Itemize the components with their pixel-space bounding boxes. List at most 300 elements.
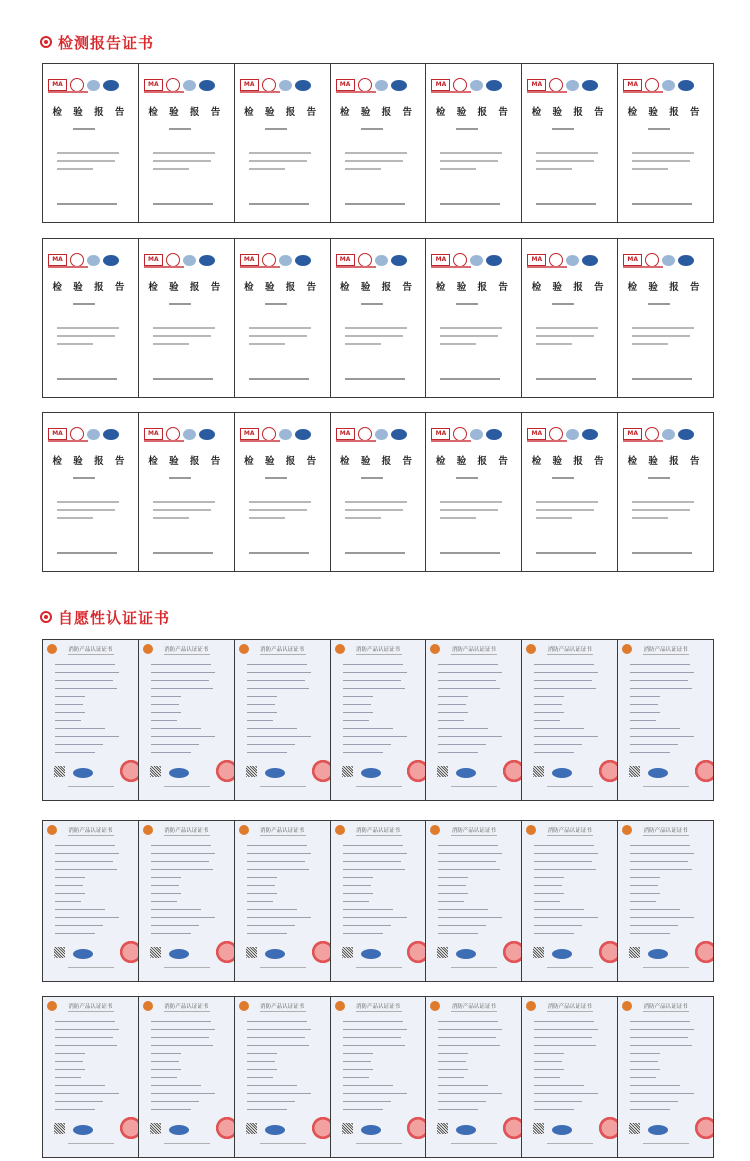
cnas-logo-icon	[73, 1125, 93, 1135]
report-title: 检 验 报 告	[435, 107, 512, 118]
report-field	[153, 168, 189, 170]
certificate-issuer	[260, 967, 306, 968]
report-number	[648, 128, 670, 130]
cert-field	[534, 1109, 574, 1110]
cert-field	[151, 909, 201, 910]
cert-field	[438, 861, 496, 862]
cert-field	[55, 752, 95, 753]
qr-code-icon	[246, 766, 257, 777]
cert-field	[55, 917, 119, 918]
report-document[interactable]	[331, 413, 426, 571]
certification-logo-icon	[549, 78, 563, 92]
report-document[interactable]	[331, 64, 426, 222]
report-title: 检 验 报 告	[627, 107, 704, 118]
report-field	[57, 501, 119, 503]
report-field	[57, 509, 115, 511]
report-document[interactable]	[522, 64, 617, 222]
ma-logo-icon: MA	[527, 428, 546, 440]
report-logos	[623, 78, 694, 92]
report-field	[440, 327, 502, 329]
cert-field	[343, 1069, 373, 1070]
report-title: 检 验 报 告	[52, 282, 129, 293]
cert-field	[55, 1069, 85, 1070]
ilac-logo-icon	[470, 429, 483, 440]
report-strip	[42, 63, 714, 223]
cert-field	[438, 752, 478, 753]
cert-field	[55, 1045, 117, 1046]
certificate-title: 消防产品认证证书	[547, 647, 592, 653]
certificate-document[interactable]	[426, 821, 521, 981]
report-title: 检 验 报 告	[148, 456, 225, 467]
cert-field	[343, 1053, 373, 1054]
report-title: 检 验 报 告	[244, 282, 321, 293]
report-field	[57, 160, 115, 162]
cert-field	[247, 664, 307, 665]
certificate-title: 消防产品认证证书	[68, 647, 113, 653]
cert-field	[151, 728, 201, 729]
cnas-logo-icon	[678, 255, 694, 266]
cert-field	[438, 909, 488, 910]
cert-field	[343, 1061, 371, 1062]
logo-caption	[240, 440, 280, 442]
report-title: 检 验 报 告	[531, 107, 608, 118]
cert-field	[630, 917, 694, 918]
certification-logo-icon	[358, 78, 372, 92]
cert-field	[534, 688, 596, 689]
certificate-issuer	[68, 1143, 114, 1144]
cert-field	[534, 728, 584, 729]
cert-field	[438, 1093, 502, 1094]
report-document[interactable]	[426, 64, 521, 222]
cert-field	[343, 917, 407, 918]
cnas-logo-icon	[391, 80, 407, 91]
certificate-document[interactable]	[426, 997, 521, 1157]
cert-field	[151, 1045, 213, 1046]
cert-field	[55, 933, 95, 934]
report-issuer	[57, 552, 117, 554]
report-field	[440, 152, 502, 154]
logo-caption	[527, 440, 567, 442]
report-field	[632, 168, 668, 170]
report-field	[153, 335, 211, 337]
report-field	[153, 509, 211, 511]
report-field	[440, 343, 476, 345]
cert-field	[534, 720, 560, 721]
cert-field	[247, 861, 305, 862]
cert-field	[151, 1101, 199, 1102]
report-field	[249, 509, 307, 511]
logo-caption	[623, 91, 663, 93]
certification-logo-icon	[358, 253, 372, 267]
certificate-document[interactable]	[235, 997, 330, 1157]
ilac-logo-icon	[375, 255, 388, 266]
ilac-logo-icon	[183, 80, 196, 91]
certificate-document[interactable]	[522, 821, 617, 981]
report-field	[345, 168, 381, 170]
ilac-logo-icon	[470, 255, 483, 266]
logo-caption	[240, 91, 280, 93]
red-seal-icon	[405, 1115, 425, 1141]
report-document[interactable]	[522, 413, 617, 571]
cert-field	[534, 680, 592, 681]
certificate-document[interactable]	[331, 821, 426, 981]
cert-field	[151, 1029, 215, 1030]
cnas-logo-icon	[103, 429, 119, 440]
cnas-logo-icon	[552, 768, 572, 778]
certificate-strip	[42, 820, 714, 982]
report-logos	[336, 78, 407, 92]
certification-logo-icon	[262, 427, 276, 441]
cert-field	[438, 845, 498, 846]
certificate-document[interactable]	[618, 821, 713, 981]
report-field	[536, 343, 572, 345]
report-document[interactable]	[139, 64, 234, 222]
certificate-title: 消防产品认证证书	[643, 1004, 688, 1010]
report-document[interactable]	[426, 413, 521, 571]
report-title: 检 验 报 告	[52, 107, 129, 118]
report-document[interactable]	[618, 413, 713, 571]
cert-field	[55, 712, 85, 713]
certificate-issuer	[68, 967, 114, 968]
cnas-logo-icon	[199, 80, 215, 91]
ma-logo-icon: MA	[623, 254, 642, 266]
section-title-reports-text: 检测报告证书	[58, 33, 155, 52]
cert-field	[630, 712, 660, 713]
certificate-subtitle	[643, 654, 689, 655]
report-issuer	[249, 552, 309, 554]
report-logos	[431, 253, 502, 267]
red-seal-icon	[501, 758, 521, 784]
report-number	[169, 303, 191, 305]
cert-field	[343, 1077, 369, 1078]
certificate-subtitle	[68, 1011, 114, 1012]
cert-field	[343, 845, 403, 846]
cert-field	[55, 736, 119, 737]
qr-code-icon	[437, 1123, 448, 1134]
cert-field	[630, 1093, 694, 1094]
report-title: 检 验 报 告	[627, 456, 704, 467]
certificate-issuer	[451, 1143, 497, 1144]
certificate-issuer	[547, 1143, 593, 1144]
cert-field	[247, 1061, 275, 1062]
cnas-logo-icon	[361, 768, 381, 778]
cert-field	[630, 1077, 656, 1078]
report-document[interactable]	[43, 239, 138, 397]
cert-field	[534, 877, 564, 878]
cnas-logo-icon	[582, 80, 598, 91]
cert-field	[343, 712, 373, 713]
cert-field	[55, 696, 85, 697]
cert-field	[343, 720, 369, 721]
certificate-document[interactable]	[43, 821, 138, 981]
report-number	[456, 303, 478, 305]
red-seal-icon	[310, 939, 330, 965]
report-document[interactable]	[618, 64, 713, 222]
cert-field	[630, 720, 656, 721]
qr-code-icon	[629, 947, 640, 958]
cert-field	[151, 861, 209, 862]
certificate-document[interactable]	[139, 640, 234, 800]
report-document[interactable]	[139, 239, 234, 397]
cert-field	[438, 853, 502, 854]
cert-field	[247, 901, 273, 902]
certification-logo-icon	[453, 78, 467, 92]
cert-field	[438, 917, 502, 918]
cert-field	[247, 917, 311, 918]
certificate-subtitle	[643, 1011, 689, 1012]
cert-field	[438, 728, 488, 729]
report-logos	[240, 78, 311, 92]
cert-field	[343, 885, 371, 886]
cert-field	[247, 1021, 307, 1022]
qr-code-icon	[533, 1123, 544, 1134]
cnas-logo-icon	[199, 429, 215, 440]
cert-field	[343, 909, 393, 910]
certificate-title: 消防产品认证证书	[451, 647, 496, 653]
certificate-document[interactable]	[139, 821, 234, 981]
report-field	[249, 501, 311, 503]
cnas-logo-icon	[582, 429, 598, 440]
certificate-subtitle	[356, 654, 402, 655]
report-issuer	[153, 378, 213, 380]
certification-logo-icon	[262, 78, 276, 92]
report-field	[57, 343, 93, 345]
cert-field	[55, 885, 83, 886]
cert-field	[534, 664, 594, 665]
report-field	[536, 509, 594, 511]
report-document[interactable]	[235, 239, 330, 397]
cert-field	[534, 1069, 564, 1070]
report-document[interactable]	[43, 64, 138, 222]
certificate-document[interactable]	[522, 997, 617, 1157]
cert-field	[151, 917, 215, 918]
certificate-issuer	[451, 786, 497, 787]
certificate-document[interactable]	[618, 640, 713, 800]
cnas-logo-icon	[265, 949, 285, 959]
report-document[interactable]	[522, 239, 617, 397]
ilac-logo-icon	[87, 429, 100, 440]
cert-field	[534, 933, 574, 934]
report-document[interactable]	[235, 64, 330, 222]
report-title: 检 验 报 告	[340, 456, 416, 467]
ma-logo-icon: MA	[336, 428, 355, 440]
cert-field	[55, 925, 103, 926]
report-issuer	[57, 378, 117, 380]
certificate-document[interactable]	[139, 997, 234, 1157]
report-logos	[336, 427, 407, 441]
report-number	[73, 477, 95, 479]
ilac-logo-icon	[375, 80, 388, 91]
qr-code-icon	[629, 1123, 640, 1134]
report-field	[345, 160, 403, 162]
cnas-logo-icon	[169, 768, 189, 778]
qr-code-icon	[533, 766, 544, 777]
red-seal-icon	[501, 1115, 521, 1141]
cert-field	[630, 909, 680, 910]
red-seal-icon	[214, 758, 234, 784]
report-document[interactable]	[235, 413, 330, 571]
report-logos	[527, 427, 598, 441]
cert-field	[247, 845, 307, 846]
report-number	[648, 477, 670, 479]
cert-field	[247, 893, 277, 894]
cert-field	[630, 885, 658, 886]
cert-field	[438, 1045, 500, 1046]
report-issuer	[345, 203, 405, 205]
ilac-logo-icon	[183, 429, 196, 440]
certificate-issuer	[356, 967, 402, 968]
red-seal-icon	[214, 939, 234, 965]
report-field	[249, 152, 311, 154]
cert-field	[55, 1101, 103, 1102]
certificate-document[interactable]	[43, 640, 138, 800]
cert-field	[343, 1101, 391, 1102]
cert-field	[151, 752, 191, 753]
report-field	[632, 509, 690, 511]
certificate-document[interactable]	[235, 821, 330, 981]
certificate-document[interactable]	[522, 640, 617, 800]
cert-field	[55, 704, 83, 705]
report-number	[648, 303, 670, 305]
cert-field	[534, 744, 582, 745]
certificate-strip	[42, 996, 714, 1158]
report-document[interactable]	[331, 239, 426, 397]
certificate-issuer	[643, 967, 689, 968]
certificate-document[interactable]	[331, 997, 426, 1157]
certificate-issuer	[356, 786, 402, 787]
certificate-issuer	[164, 967, 210, 968]
certificate-title: 消防产品认证证书	[356, 1004, 401, 1010]
qr-code-icon	[342, 1123, 353, 1134]
ma-logo-icon: MA	[48, 79, 67, 91]
cert-field	[630, 933, 670, 934]
cert-field	[55, 1029, 119, 1030]
cert-field	[438, 933, 478, 934]
cert-field	[438, 1029, 502, 1030]
ma-logo-icon: MA	[240, 79, 259, 91]
report-logos	[144, 253, 215, 267]
report-logos	[431, 78, 502, 92]
report-field	[632, 152, 694, 154]
cert-field	[343, 893, 373, 894]
report-issuer	[440, 552, 500, 554]
certificate-document[interactable]	[43, 997, 138, 1157]
cert-field	[247, 720, 273, 721]
cert-field	[534, 853, 598, 854]
report-issuer	[153, 203, 213, 205]
cert-field	[438, 712, 468, 713]
cert-field	[630, 1101, 678, 1102]
report-document[interactable]	[139, 413, 234, 571]
report-title: 检 验 报 告	[148, 282, 225, 293]
logo-caption	[144, 266, 184, 268]
cert-field	[438, 1077, 464, 1078]
report-field	[440, 335, 498, 337]
red-seal-icon	[405, 939, 425, 965]
certificate-strip	[42, 639, 714, 801]
cert-field	[630, 672, 694, 673]
certificate-title: 消防产品认证证书	[356, 647, 401, 653]
certificate-document[interactable]	[235, 640, 330, 800]
cert-field	[151, 744, 199, 745]
cert-field	[438, 704, 466, 705]
cert-field	[247, 1093, 311, 1094]
cert-field	[343, 1093, 407, 1094]
report-field	[153, 343, 189, 345]
cert-field	[247, 869, 309, 870]
cert-field	[343, 1085, 393, 1086]
report-document[interactable]	[618, 239, 713, 397]
cert-field	[534, 1077, 560, 1078]
report-field	[153, 160, 211, 162]
cert-field	[438, 901, 464, 902]
cnas-logo-icon	[552, 949, 572, 959]
cert-field	[534, 845, 594, 846]
ilac-logo-icon	[566, 255, 579, 266]
cert-field	[630, 1109, 670, 1110]
certificate-document[interactable]	[331, 640, 426, 800]
cert-field	[630, 1029, 694, 1030]
report-field	[632, 327, 694, 329]
cert-field	[630, 1069, 660, 1070]
certificate-title: 消防产品认证证书	[451, 1004, 496, 1010]
cnas-logo-icon	[456, 949, 476, 959]
cert-field	[534, 672, 598, 673]
red-seal-icon	[118, 1115, 138, 1141]
certificate-title: 消防产品认证证书	[164, 828, 209, 834]
report-document[interactable]	[43, 413, 138, 571]
report-logos	[240, 253, 311, 267]
cert-field	[534, 869, 596, 870]
cert-field	[55, 869, 117, 870]
report-number	[265, 477, 287, 479]
certificate-title: 消防产品认证证书	[260, 1004, 305, 1010]
report-field	[153, 152, 215, 154]
cert-field	[151, 664, 211, 665]
certificate-document[interactable]	[618, 997, 713, 1157]
report-strip	[42, 238, 714, 398]
cert-field	[55, 744, 103, 745]
report-number	[456, 477, 478, 479]
cert-field	[534, 1045, 596, 1046]
cert-field	[630, 877, 660, 878]
cert-field	[247, 1053, 277, 1054]
cert-field	[534, 925, 582, 926]
certificate-document[interactable]	[426, 640, 521, 800]
cert-field	[438, 696, 468, 697]
certificate-subtitle	[356, 835, 402, 836]
report-title: 检 验 报 告	[435, 282, 512, 293]
report-field	[57, 517, 93, 519]
cert-field	[151, 885, 179, 886]
report-logos	[336, 253, 407, 267]
ilac-logo-icon	[87, 255, 100, 266]
cert-field	[534, 1101, 582, 1102]
cnas-logo-icon	[103, 255, 119, 266]
report-document[interactable]	[426, 239, 521, 397]
cert-field	[151, 688, 213, 689]
certificate-subtitle	[643, 835, 689, 836]
report-field	[632, 517, 668, 519]
cnas-logo-icon	[582, 255, 598, 266]
certificate-subtitle	[547, 654, 593, 655]
certificate-title: 消防产品认证证书	[356, 828, 401, 834]
cert-field	[438, 720, 464, 721]
certification-logo-icon	[645, 253, 659, 267]
certificate-issuer	[643, 1143, 689, 1144]
cert-field	[55, 845, 115, 846]
report-field	[536, 160, 594, 162]
